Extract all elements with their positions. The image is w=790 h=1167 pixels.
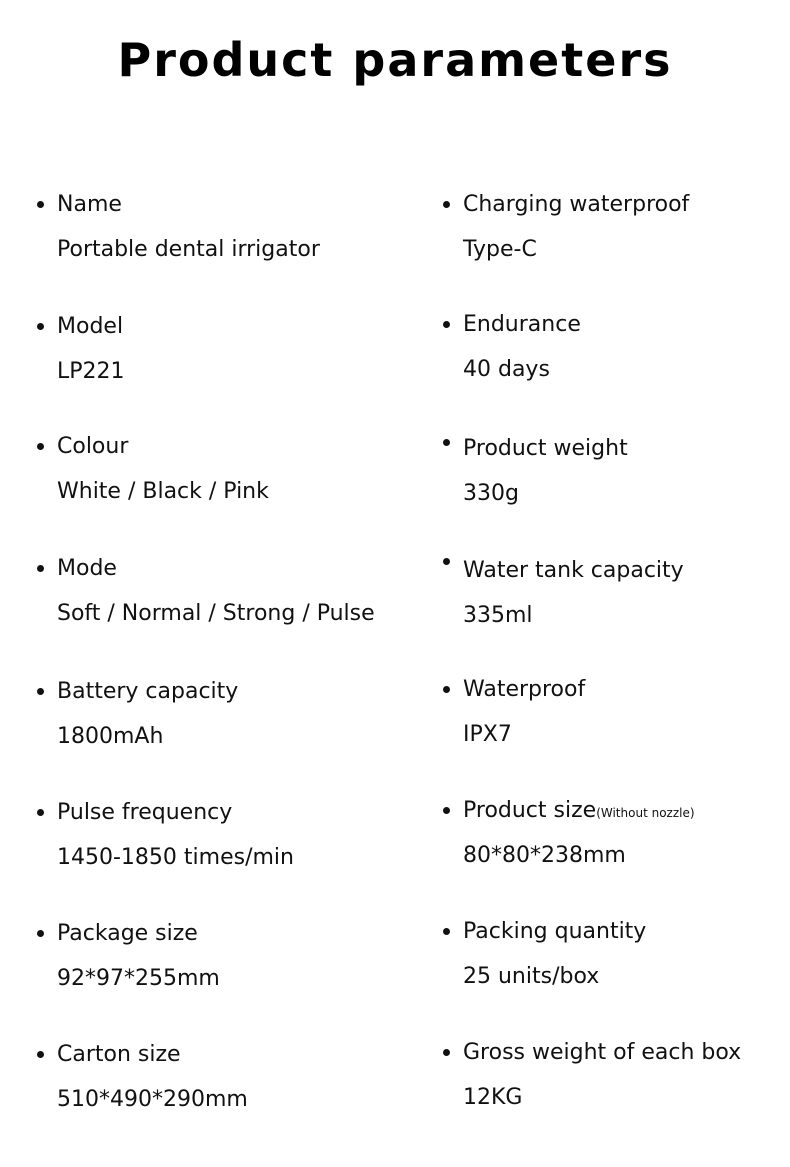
param-label: Charging waterproof	[463, 192, 690, 217]
param-label: Carton size	[57, 1042, 181, 1067]
param-value: 92*97*255mm	[57, 966, 220, 991]
param-label: Colour	[57, 434, 129, 459]
bullet-icon	[443, 321, 450, 328]
bullet-icon	[37, 201, 44, 208]
param-value: 1800mAh	[57, 724, 164, 749]
bullet-icon	[37, 565, 44, 572]
param-value: IPX7	[463, 722, 512, 747]
param-value: Portable dental irrigator	[57, 237, 320, 262]
param-label	[463, 796, 695, 828]
page-title: Product parameters	[117, 33, 673, 87]
bullet-icon	[443, 558, 450, 565]
bullet-icon	[37, 323, 44, 330]
param-value: White / Black / Pink	[57, 479, 269, 504]
bullet-icon	[443, 1049, 450, 1056]
param-label: Name	[57, 192, 122, 217]
param-label: Model	[57, 314, 124, 339]
bullet-icon	[37, 1051, 44, 1058]
param-value: 510*490*290mm	[57, 1087, 248, 1112]
bullet-icon	[37, 443, 44, 450]
param-value: 335ml	[463, 603, 533, 628]
param-label: Package size	[57, 921, 198, 946]
param-label-note: (Without nozzle)	[596, 806, 695, 820]
param-label-text: Product size	[463, 798, 597, 823]
param-value: 80*80*238mm	[463, 843, 626, 868]
param-label: Endurance	[463, 312, 581, 337]
bullet-icon	[443, 686, 450, 693]
param-label: Water tank capacity	[463, 558, 684, 583]
bullet-icon	[443, 807, 450, 814]
bullet-icon	[443, 928, 450, 935]
param-value: LP221	[57, 359, 125, 384]
param-value: 12KG	[463, 1085, 523, 1110]
bullet-icon	[37, 809, 44, 816]
bullet-icon	[443, 439, 450, 446]
param-label: Product weight	[463, 436, 628, 461]
bullet-icon	[37, 688, 44, 695]
param-label: Battery capacity	[57, 679, 239, 704]
param-label: Gross weight of each box	[463, 1040, 742, 1065]
param-value: 1450-1850 times/min	[57, 845, 294, 870]
bullet-icon	[443, 201, 450, 208]
bullet-icon	[37, 930, 44, 937]
param-value: Soft / Normal / Strong / Pulse	[57, 601, 375, 626]
param-value: 330g	[463, 481, 519, 506]
param-label: Mode	[57, 556, 117, 581]
param-label: Packing quantity	[463, 919, 647, 944]
param-label: Pulse frequency	[57, 800, 233, 825]
param-value: 40 days	[463, 357, 550, 382]
param-value: Type-C	[463, 237, 537, 262]
param-value: 25 units/box	[463, 964, 600, 989]
param-label: Waterproof	[463, 677, 586, 702]
